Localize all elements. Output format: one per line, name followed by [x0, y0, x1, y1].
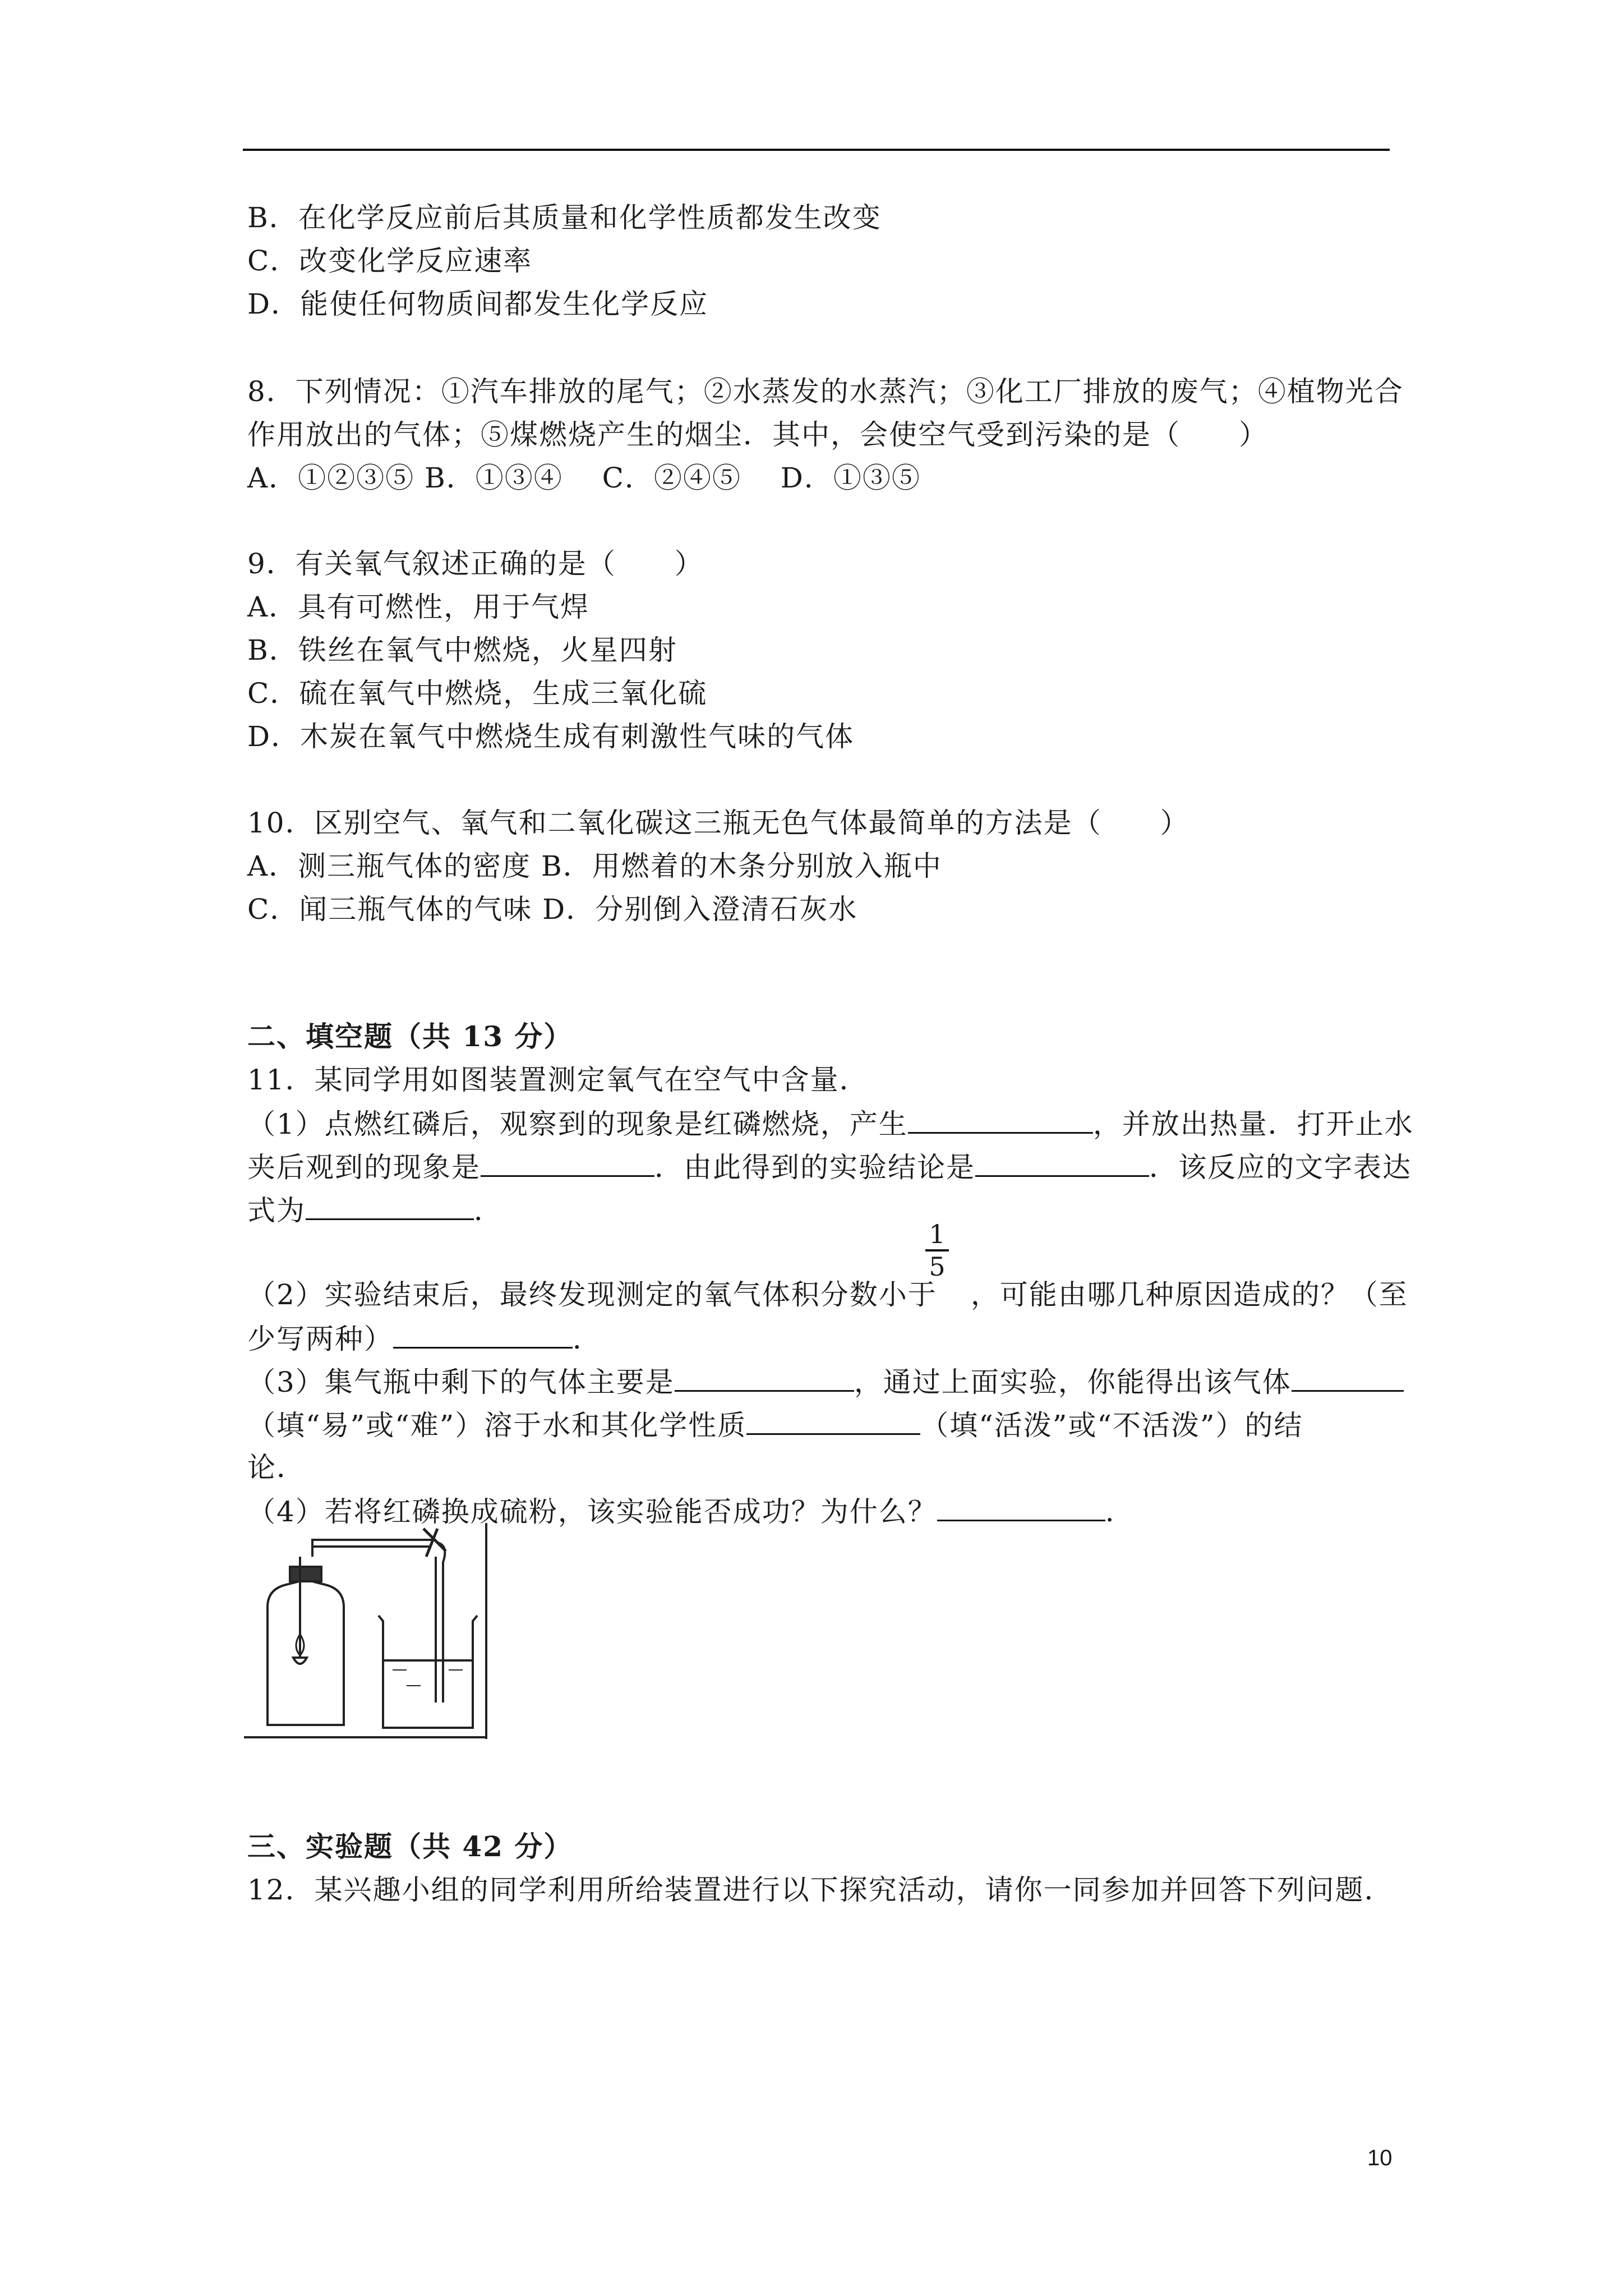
oxygen-measurement-apparatus-figure [244, 1523, 488, 1739]
q11-p2-text-a: （2）实验结束后，最终发现测定的氧气体积分数小于 [247, 1278, 937, 1311]
q11-p2-text-d: ． [573, 1323, 602, 1355]
q11-part3-line3: 论． [247, 1451, 306, 1484]
q11-p1-text-d: ．由此得到的实验结论是 [654, 1151, 975, 1184]
q11-part1-line3 [247, 1193, 503, 1227]
q9-stem: 9．有关氧气叙述正确的是（ ） [247, 547, 704, 580]
section3-title: 三、实验题（共 42 分） [247, 1830, 573, 1863]
q9-option-b: B．铁丝在氧气中燃烧，火星四射 [247, 634, 677, 666]
q11-p1-text-e: ．该反应的文字表达 [1149, 1151, 1412, 1184]
q9-option-d: D．木炭在氧气中燃烧生成有刺激性气味的气体 [247, 720, 855, 753]
fraction-one-fifth [923, 1220, 951, 1281]
answer-blank-9[interactable] [937, 1494, 1105, 1521]
q10-options-ab: A．测三瓶气体的密度 B．用燃着的木条分别放入瓶中 [247, 850, 942, 882]
answer-blank-5[interactable] [393, 1321, 573, 1349]
q11-part2-line2 [247, 1321, 602, 1356]
answer-blank-7[interactable] [1292, 1364, 1404, 1392]
q11-p2-text-c: 少写两种） [247, 1323, 393, 1355]
q10-stem: 10．区别空气、氧气和二氧化碳这三瓶无色气体最简单的方法是（ ） [247, 807, 1189, 839]
answer-blank-2[interactable] [481, 1149, 654, 1177]
q9-option-a: A．具有可燃性，用于气焊 [247, 591, 590, 623]
q8-options: A．①②③⑤ B．①③④ C．②④⑤ D．①③⑤ [247, 462, 921, 494]
header-rule [243, 149, 1390, 151]
q11-stem: 11．某同学用如图装置测定氧气在空气中含量． [247, 1064, 869, 1096]
q7-option-c: C．改变化学反应速率 [247, 245, 533, 277]
answer-blank-4[interactable] [306, 1193, 474, 1220]
q11-p4-text-a: （4）若将红磷换成硫粉，该实验能否成功？为什么？ [247, 1496, 937, 1528]
answer-blank-6[interactable] [675, 1364, 854, 1392]
q11-p1-text-b: ，并放出热量．打开止水 [1092, 1108, 1414, 1140]
q8-stem-line2: 作用放出的气体；⑤煤燃烧产生的烟尘．其中，会使空气受到污染的是（ ） [247, 418, 1268, 451]
q10-options-cd: C．闻三瓶气体的气味 D．分别倒入澄清石灰水 [247, 893, 858, 926]
q11-p3-text-d: （填“活泼”或“不活泼”）的结 [920, 1409, 1303, 1442]
answer-blank-3[interactable] [975, 1149, 1149, 1177]
answer-blank-8[interactable] [746, 1407, 920, 1435]
fraction-numerator: 1 [929, 1219, 946, 1249]
fraction-denominator: 5 [929, 1251, 946, 1282]
q11-part1-line1 [247, 1106, 1414, 1141]
q11-p1-text-g: ． [474, 1194, 503, 1227]
q11-part3-line1 [247, 1364, 1404, 1399]
q11-p1-text-c: 夹后观到的现象是 [247, 1151, 481, 1184]
answer-blank-1[interactable] [908, 1106, 1093, 1134]
q11-p1-text-a: （1）点燃红磷后，观察到的现象是红磷燃烧，产生 [247, 1108, 908, 1140]
q11-p3-text-c: （填“易”或“难”）溶于水和其化学性质 [247, 1409, 747, 1442]
q12-stem: 12．某兴趣小组的同学利用所给装置进行以下探究活动，请你一同参加并回答下列问题． [247, 1874, 1394, 1906]
q11-p4-text-b: ． [1105, 1496, 1135, 1528]
q11-p2-text-b: ，可能由哪几种原因造成的？（至 [970, 1278, 1408, 1311]
q8-stem-line1: 8．下列情况：①汽车排放的尾气；②水蒸发的水蒸汽；③化工厂排放的废气；④植物光合 [247, 375, 1404, 408]
q11-p3-text-a: （3）集气瓶中剩下的气体主要是 [247, 1366, 675, 1398]
section2-title: 二、填空题（共 13 分） [247, 1020, 573, 1053]
q11-part1-line2 [247, 1149, 1412, 1184]
q7-option-b: B．在化学反应前后其质量和化学性质都发生改变 [247, 201, 882, 234]
page-number: 10 [1367, 2146, 1393, 2170]
q9-option-c: C．硫在氧气中燃烧，生成三氧化硫 [247, 677, 708, 710]
q11-part2-line1 [247, 1278, 1408, 1312]
q11-part3-line2 [247, 1407, 1303, 1442]
q11-p1-text-f: 式为 [247, 1194, 306, 1227]
q11-p3-text-b: ，通过上面实验，你能得出该气体 [854, 1366, 1292, 1398]
q7-option-d: D．能使任何物质间都发生化学反应 [247, 288, 709, 320]
